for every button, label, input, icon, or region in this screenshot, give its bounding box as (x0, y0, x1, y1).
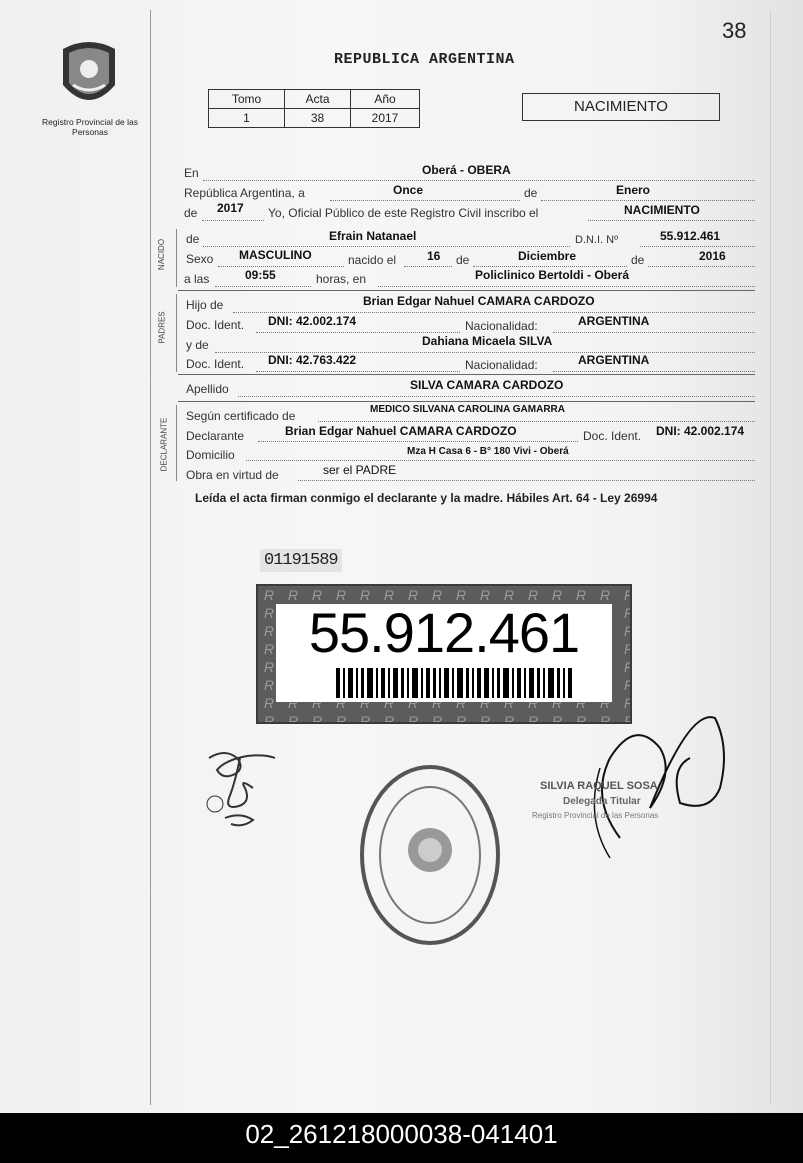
y-de-label: y de (186, 338, 209, 352)
month-value: Enero (616, 183, 651, 197)
section-divider (176, 294, 177, 372)
address-value: Mza H Casa 6 - B° 180 Vivi - Oberá (407, 446, 569, 457)
dni-sticker-inner (276, 601, 612, 702)
de-label-2: de (456, 253, 470, 267)
registry-table (208, 89, 420, 128)
tomo-header: Tomo (209, 90, 285, 109)
section-rule (178, 290, 755, 291)
acta-value: 38 (285, 109, 351, 128)
declarante-label: Declarante (186, 429, 245, 443)
de-label-3: de (631, 253, 645, 267)
left-margin-line (150, 10, 151, 1105)
dni-label: D.N.I. Nº (575, 234, 619, 246)
page-number: 38 (722, 18, 747, 43)
ano-header: Año (351, 90, 420, 109)
document-code: 02_261218000038-041401 (245, 1119, 558, 1149)
certificate-by-value: MEDICO SILVANA CAROLINA GAMARRA (370, 404, 565, 415)
de-label: de (524, 186, 538, 200)
en-label: En (184, 166, 199, 180)
apellido-label: Apellido (186, 382, 229, 396)
dni-label-sticker (256, 584, 632, 724)
year-prefix-label: de (184, 206, 198, 220)
year-value: 2017 (217, 201, 244, 215)
declarante-side-label: DECLARANTE (159, 417, 169, 472)
republica-label: República Argentina, a (184, 186, 305, 200)
birth-month-value: Diciembre (518, 249, 577, 263)
birth-place-value: Policlinico Bertoldi - Oberá (475, 268, 630, 282)
section-divider (176, 405, 177, 481)
birth-day-value: 16 (427, 249, 441, 263)
registration-type-value: NACIMIENTO (624, 203, 700, 217)
mother-nationality-value: ARGENTINA (578, 353, 650, 367)
hijo-label: Hijo de (186, 298, 224, 312)
sexo-label: Sexo (186, 252, 214, 266)
mother-doc-label: Doc. Ident. (186, 357, 245, 371)
right-margin-line (770, 10, 771, 1105)
dni-barcode (336, 668, 572, 698)
section-rule (178, 401, 755, 402)
mother-name-value: Dahiana Micaela SILVA (422, 334, 553, 348)
child-name-value: Efrain Natanael (329, 229, 417, 243)
section-divider (176, 229, 177, 287)
place-value: Oberá - OBERA (422, 163, 511, 177)
day-words-value: Once (393, 183, 424, 197)
declarant-doc-value: DNI: 42.002.174 (656, 424, 745, 438)
declarant-name-value: Brian Edgar Nahuel CAMARA CARDOZO (285, 424, 517, 438)
horas-label: horas, en (316, 272, 367, 286)
sexo-value: MASCULINO (239, 248, 312, 262)
tomo-value: 1 (209, 109, 285, 128)
father-nationality-value: ARGENTINA (578, 314, 650, 328)
province-crest-logo (55, 35, 123, 115)
signer-name: SILVIA RAQUEL SOSA (540, 780, 658, 792)
father-nationality-label: Nacionalidad: (465, 319, 538, 333)
country-title: REPUBLICA ARGENTINA (334, 51, 515, 68)
closing-text: Leída el acta firman conmigo el declarante y la madre. Hábiles Art. 64 - Ley 26994 (195, 491, 658, 505)
name-label: de (186, 232, 200, 246)
ano-value: 2017 (351, 109, 420, 128)
officer-text: Yo, Oficial Público de este Registro Civil inscribo el (268, 206, 539, 220)
capacity-value: ser el PADRE (323, 463, 397, 477)
mother-doc-value: DNI: 42.763.422 (268, 353, 357, 367)
document-code-bar (0, 1113, 803, 1163)
signer-role: Delegada Titular (563, 796, 641, 807)
certificado-label: Según certificado de (186, 409, 296, 423)
acta-header: Acta (285, 90, 351, 109)
dni-value: 55.912.461 (660, 229, 721, 243)
father-name-value: Brian Edgar Nahuel CAMARA CARDOZO (363, 294, 595, 308)
declarant-doc-label: Doc. Ident. (583, 429, 642, 443)
official-round-stamp (355, 760, 505, 950)
a-las-label: a las (184, 272, 210, 286)
dni-large-number: 55.912.461 (308, 601, 580, 664)
mother-nationality-label: Nacionalidad: (465, 358, 538, 372)
birth-year-value: 2016 (699, 249, 726, 263)
father-doc-value: DNI: 42.002.174 (268, 314, 357, 328)
padres-side-label: PADRES (157, 311, 167, 344)
handwritten-initials-signature (195, 748, 285, 833)
dotted-line (330, 186, 520, 201)
surname-value: SILVA CAMARA CARDOZO (410, 378, 564, 392)
obra-label: Obra en virtud de (186, 468, 279, 482)
serial-number: 01191589 (260, 549, 342, 572)
signer-organization: Registro Provincial de las Personas (532, 811, 659, 820)
nacido-label: nacido el (348, 253, 397, 267)
nacido-side-label: NACIDO (157, 238, 167, 271)
section-rule (178, 374, 755, 375)
organization-name: Registro Provincial de las Personas (42, 117, 138, 137)
domicilio-label: Domicilio (186, 448, 235, 462)
time-value: 09:55 (245, 268, 276, 282)
father-doc-label: Doc. Ident. (186, 318, 245, 332)
document-type-box: NACIMIENTO (522, 93, 720, 121)
